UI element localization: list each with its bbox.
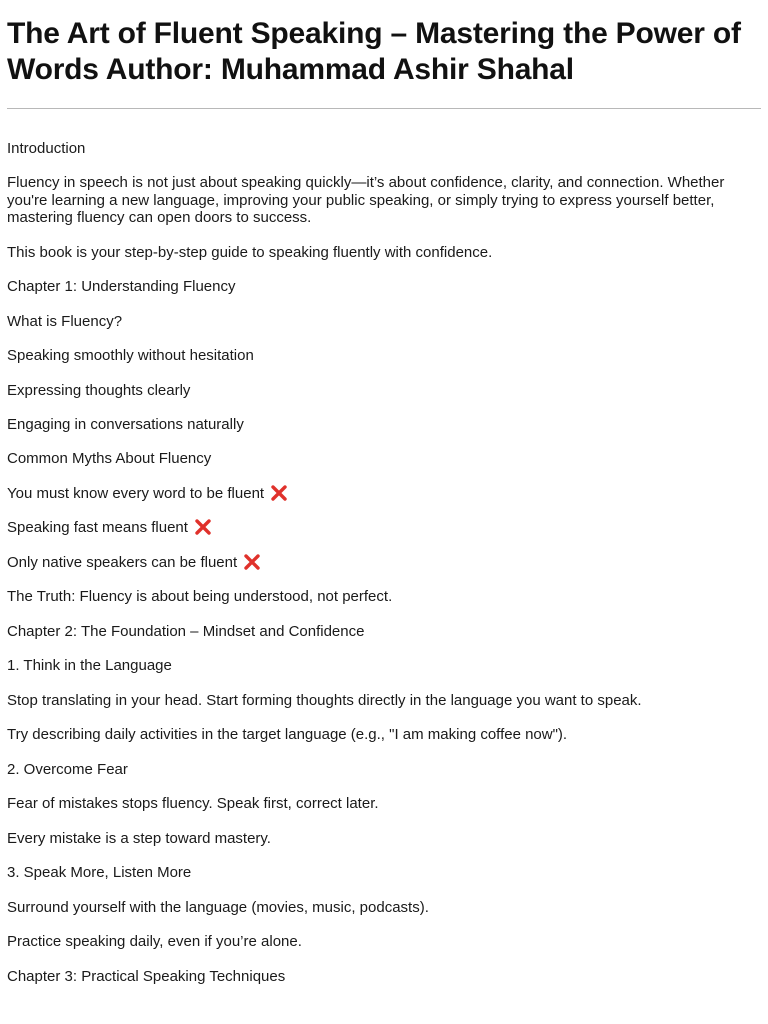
subheading: 3. Speak More, Listen More (7, 864, 192, 882)
subheading: 2. Overcome Fear (7, 760, 128, 778)
myth-item (7, 554, 759, 571)
body-paragraph: Try describing daily activities in the target language (e.g., "I am making coffee now"). (7, 726, 568, 744)
body-paragraph: The Truth: Fluency is about being understood, not perfect. (7, 588, 393, 606)
cross-mark-icon (270, 485, 288, 501)
body-paragraph: Surround yourself with the language (movies, music, podcasts). (7, 898, 429, 916)
cross-mark-icon (243, 554, 261, 570)
chapter-heading: Chapter 1: Understanding Fluency (7, 278, 236, 296)
myth-item (7, 485, 759, 502)
subheading: 1. Think in the Language (7, 657, 172, 675)
chapter-heading: Chapter 2: The Foundation – Mindset and Confidence (7, 622, 365, 640)
myth-text: You must know every word to be fluent (7, 484, 265, 502)
subheading: Common Myths About Fluency (7, 450, 212, 468)
page-title: The Art of Fluent Speaking – Mastering the Power of Words Author: Muhammad Ashir Shahal (7, 17, 741, 86)
section-heading: Introduction (7, 140, 86, 157)
subheading: What is Fluency? (7, 312, 123, 330)
body-paragraph: This book is your step-by-step guide to speaking fluently with confidence. (7, 243, 493, 261)
myth-text: Speaking fast means fluent (7, 519, 188, 537)
chapter-heading: Chapter 3: Practical Speaking Techniques (7, 967, 286, 985)
list-item: Engaging in conversations naturally (7, 415, 244, 433)
myth-item (7, 519, 759, 536)
list-item: Speaking smoothly without hesitation (7, 347, 254, 365)
list-item: Expressing thoughts clearly (7, 381, 191, 399)
body-paragraph: Practice speaking daily, even if you’re alone. (7, 933, 302, 951)
document-body (7, 140, 759, 1002)
body-paragraph: Fluency in speech is not just about speaking quickly—it’s about confidence, clarity, and connection. Whether you're learning a new language, improving your public speaking, or simply trying to express yourself better, mastering fluency can open doors to success. (7, 174, 725, 227)
body-paragraph: Fear of mistakes stops fluency. Speak first, correct later. (7, 795, 379, 813)
body-paragraph: Every mistake is a step toward mastery. (7, 829, 271, 847)
myth-text: Only native speakers can be fluent (7, 553, 238, 571)
cross-mark-icon (194, 519, 212, 535)
title-divider (7, 108, 761, 109)
body-paragraph: Stop translating in your head. Start forming thoughts directly in the language you want to speak. (7, 691, 642, 709)
